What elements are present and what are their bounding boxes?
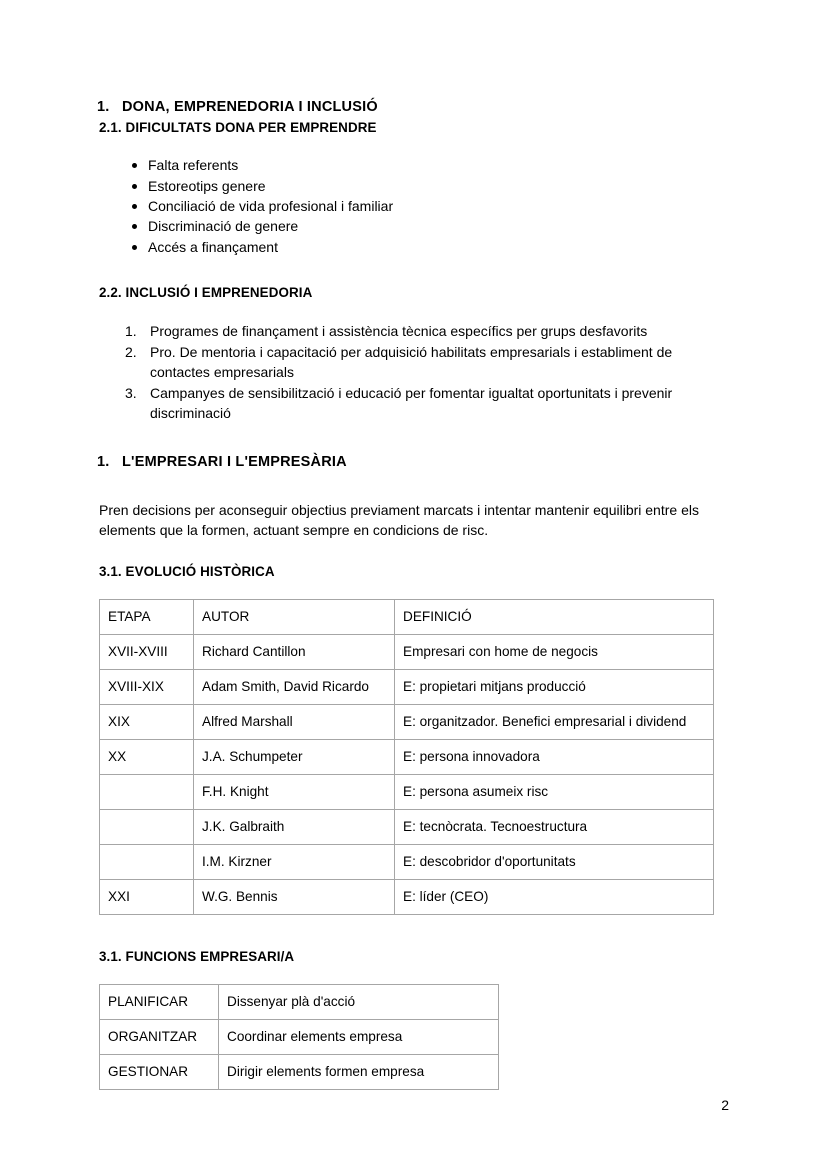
heading-dificultats-dona-per-emprendre: 2.1. DIFICULTATS DONA PER EMPRENDRE bbox=[99, 120, 377, 136]
table-cell-etapa: XX bbox=[100, 739, 194, 774]
table-cell-descripcio: Coordinar elements empresa bbox=[219, 1019, 499, 1054]
spacer bbox=[99, 475, 729, 500]
spacer bbox=[99, 966, 729, 984]
list-dificultats bbox=[99, 155, 729, 257]
table-row bbox=[100, 669, 714, 704]
table-cell-etapa bbox=[100, 774, 194, 809]
table-cell-definicio: E: propietari mitjans producció bbox=[395, 669, 714, 704]
list-item bbox=[99, 176, 729, 196]
table-row bbox=[100, 844, 714, 879]
table-cell-funcio: ORGANITZAR bbox=[100, 1019, 219, 1054]
list-item bbox=[99, 237, 729, 257]
spacer bbox=[99, 541, 729, 563]
list-item bbox=[99, 321, 729, 341]
table-row bbox=[100, 1019, 499, 1054]
table-cell-descripcio: Dirigir elements formen empresa bbox=[219, 1054, 499, 1089]
heading-dona-emprenedoria-inclusio bbox=[99, 98, 729, 117]
table-cell-definicio: E: organitzador. Benefici empresarial i dividend bbox=[395, 704, 714, 739]
heading-funcions-empresari: 3.1. FUNCIONS EMPRESARI/A bbox=[99, 948, 295, 964]
table-header-cell: DEFINICIÓ bbox=[395, 599, 714, 634]
heading-number: 1. bbox=[97, 99, 110, 115]
table-cell-etapa: XIX bbox=[100, 704, 194, 739]
list-item bbox=[99, 155, 729, 175]
table-row bbox=[100, 634, 714, 669]
page-number: 2 bbox=[721, 1097, 729, 1113]
table-cell-funcio: PLANIFICAR bbox=[100, 984, 219, 1019]
list-item-text: Discriminació de genere bbox=[148, 218, 299, 235]
table-cell-etapa bbox=[100, 809, 194, 844]
table-cell-etapa: XVII-XVIII bbox=[100, 634, 194, 669]
table-cell-etapa: XXI bbox=[100, 879, 194, 914]
table-header-cell: AUTOR bbox=[194, 599, 395, 634]
list-inclusio bbox=[99, 321, 729, 423]
table-cell-definicio: E: descobridor d'oportunitats bbox=[395, 844, 714, 879]
list-item-text: Falta referents bbox=[148, 157, 239, 174]
table-cell-descripcio: Dissenyar plà d'acció bbox=[219, 984, 499, 1019]
list-item-text: Pro. De mentoria i capacitació per adquisició habilitats empresarials i establiment de contactes empresarials bbox=[150, 343, 673, 381]
table-row bbox=[100, 704, 714, 739]
heading-label: L'EMPRESARI I L'EMPRESÀRIA bbox=[122, 454, 347, 471]
table-cell-autor: Richard Cantillon bbox=[194, 634, 395, 669]
paragraph-empresari-definition: Pren decisions per aconseguir objectius previament marcats i intentar mantenir equilibri entre els elements que la formen, actuant sempre en condicions de risc. bbox=[99, 501, 699, 539]
list-item-text: Conciliació de vida profesional i familiar bbox=[148, 198, 394, 215]
table-cell-etapa: XVIII-XIX bbox=[100, 669, 194, 704]
table-cell-funcio: GESTIONAR bbox=[100, 1054, 219, 1089]
functions-table bbox=[99, 984, 499, 1090]
table-row bbox=[100, 984, 499, 1019]
table-cell-etapa bbox=[100, 844, 194, 879]
table-row bbox=[100, 879, 714, 914]
spacer bbox=[99, 915, 729, 948]
list-item bbox=[99, 383, 729, 424]
table-header-cell: ETAPA bbox=[100, 599, 194, 634]
spacer bbox=[99, 581, 729, 599]
spacer bbox=[99, 423, 729, 453]
table-cell-autor: W.G. Bennis bbox=[194, 879, 395, 914]
heading-number: 1. bbox=[97, 454, 110, 471]
list-item bbox=[99, 342, 729, 383]
document-content bbox=[99, 98, 729, 1090]
heading-label: DONA, EMPRENEDORIA I INCLUSIÓ bbox=[122, 99, 378, 115]
table-cell-autor: J.K. Galbraith bbox=[194, 809, 395, 844]
heading-evolucio-historica: 3.1. EVOLUCIÓ HISTÒRICA bbox=[99, 563, 275, 579]
table-cell-definicio: E: líder (CEO) bbox=[395, 879, 714, 914]
list-item-text: Programes de finançament i assistència tècnica específics per grups desfavorits bbox=[150, 323, 648, 340]
table-cell-autor: Adam Smith, David Ricardo bbox=[194, 669, 395, 704]
table-cell-autor: J.A. Schumpeter bbox=[194, 739, 395, 774]
list-item-text: Estoreotips genere bbox=[148, 177, 266, 194]
table-row bbox=[100, 739, 714, 774]
table-cell-definicio: Empresari con home de negocis bbox=[395, 634, 714, 669]
table-row bbox=[100, 809, 714, 844]
list-item bbox=[99, 216, 729, 236]
list-item-text: Campanyes de sensibilització i educació per fomentar igualtat oportunitats i prevenir discriminació bbox=[150, 384, 673, 421]
table-row bbox=[100, 1054, 499, 1089]
table-cell-autor: F.H. Knight bbox=[194, 774, 395, 809]
spacer bbox=[99, 257, 729, 284]
table-cell-definicio: E: persona innovadora bbox=[395, 739, 714, 774]
heading-lempresari-i-lempresaria bbox=[99, 453, 729, 472]
list-item-text: Accés a finançament bbox=[148, 238, 278, 255]
table-header-row bbox=[100, 599, 714, 634]
list-item bbox=[99, 196, 729, 216]
heading-inclusio-i-emprenedoria: 2.2. INCLUSIÓ I EMPRENEDORIA bbox=[99, 285, 313, 301]
table-cell-autor: Alfred Marshall bbox=[194, 704, 395, 739]
table-cell-autor: I.M. Kirzner bbox=[194, 844, 395, 879]
evolution-history-table bbox=[99, 599, 714, 915]
table-cell-definicio: E: persona asumeix risc bbox=[395, 774, 714, 809]
table-cell-definicio: E: tecnòcrata. Tecnoestructura bbox=[395, 809, 714, 844]
table-row bbox=[100, 774, 714, 809]
